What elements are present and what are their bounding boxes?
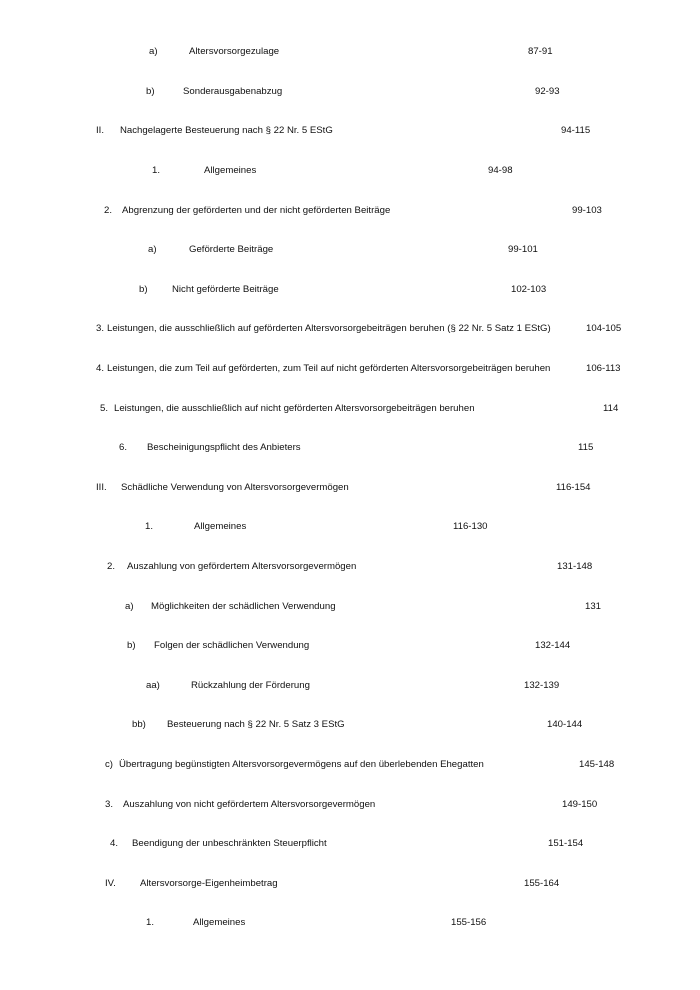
toc-entry: [0, 322, 700, 336]
toc-entry-title: Sonderausgabenabzug: [183, 86, 283, 97]
toc-entry-marker: a): [149, 46, 158, 57]
toc-entry-pages: 99-101: [508, 244, 538, 255]
toc-entry-title: Bescheinigungspflicht des Anbieters: [147, 442, 301, 453]
toc-entry: [0, 204, 700, 218]
toc-entry-pages: 116-154: [556, 482, 591, 493]
toc-entry-pages: 115: [578, 442, 594, 453]
toc-entry-title: Auszahlung von nicht gefördertem Altersvorsorgevermögen: [123, 799, 376, 810]
toc-entry-pages: 140-144: [547, 719, 583, 730]
toc-entry-title: Schädliche Verwendung von Altersvorsorgevermögen: [121, 482, 349, 493]
toc-entry-marker: 1.: [145, 521, 154, 532]
toc-entry-pages: 132-144: [535, 640, 571, 651]
toc-entry-pages: 87-91: [528, 46, 553, 57]
toc-entry-title: Allgemeines: [204, 165, 257, 176]
toc-entry-marker: bb): [132, 719, 146, 730]
toc-entry-pages: 99-103: [572, 205, 602, 216]
toc-entry-pages: 131-148: [557, 561, 593, 572]
toc-entry-title: Folgen der schädlichen Verwendung: [154, 640, 310, 651]
toc-entry: [0, 758, 700, 772]
toc-entry-title: Abgrenzung der geförderten und der nicht geförderten Beiträge: [122, 205, 391, 216]
toc-entry-title: Allgemeines: [193, 917, 246, 928]
toc-entry-pages: 155-156: [451, 917, 487, 928]
toc-entry-pages: 155-164: [524, 878, 560, 889]
toc-entry-title: Möglichkeiten der schädlichen Verwendung: [151, 601, 336, 612]
toc-entry: [0, 164, 700, 178]
toc-entry: [0, 798, 700, 812]
toc-entry-title: Nicht geförderte Beiträge: [172, 284, 279, 295]
toc-entry-title: Übertragung begünstigten Altersvorsorgevermögens auf den überlebenden Ehegatten: [119, 759, 484, 770]
toc-entry-marker: 4.: [110, 838, 119, 849]
toc-entry-pages: 92-93: [535, 86, 560, 97]
toc-entry-pages: 145-148: [579, 759, 615, 770]
toc-entry-pages: 132-139: [524, 680, 560, 691]
toc-entry: [0, 402, 700, 416]
toc-entry: [0, 481, 700, 495]
toc-entry-marker: 6.: [119, 442, 128, 453]
toc-entry-marker: a): [125, 601, 134, 612]
toc-entry-pages: 94-98: [488, 165, 513, 176]
toc-entry: [0, 124, 700, 138]
toc-entry: [0, 837, 700, 851]
toc-entry: [0, 916, 700, 930]
toc-entry-title: Rückzahlung der Förderung: [191, 680, 310, 691]
toc-entry-title: Altersvorsorgezulage: [189, 46, 280, 57]
toc-entry-pages: 114: [603, 403, 619, 414]
toc-entry: [0, 560, 700, 574]
toc-entry-pages: 116-130: [453, 521, 488, 532]
toc-entry: [0, 520, 700, 534]
toc-entry-pages: 131: [585, 601, 602, 612]
toc-entry: [0, 718, 700, 732]
toc-entry-marker: IV.: [105, 878, 116, 889]
toc-entry-pages: 106-113: [586, 363, 621, 374]
toc-entry-title: Beendigung der unbeschränkten Steuerpflicht: [132, 838, 327, 849]
toc-entry-pages: 102-103: [511, 284, 547, 295]
toc-entry-marker: II.: [96, 125, 104, 136]
toc-entry-pages: 94-115: [561, 125, 591, 136]
toc-entry-marker: c): [105, 759, 113, 770]
toc-entry-marker: 3.: [96, 323, 105, 334]
toc-entry: [0, 877, 700, 891]
toc-entry: [0, 283, 700, 297]
toc-entry-title: Leistungen, die zum Teil auf geförderten, zum Teil auf nicht geförderten Altersvorsorgebeiträgen beruhen: [107, 363, 551, 374]
toc-entry: [0, 441, 700, 455]
toc-entry-title: Altersvorsorge-Eigenheimbetrag: [140, 878, 278, 889]
toc-entry-marker: 2.: [104, 205, 113, 216]
toc-entry-title: Leistungen, die ausschließlich auf geförderten Altersvorsorgebeiträgen beruhen (§ 22 Nr. 5 Satz 1 EStG): [107, 323, 551, 334]
toc-entry-title: Allgemeines: [194, 521, 247, 532]
toc-entry-marker: 2.: [107, 561, 116, 572]
toc-entry-marker: III.: [96, 482, 107, 493]
toc-entry: [0, 85, 700, 99]
toc-entry-marker: 3.: [105, 799, 114, 810]
toc-entry-title: Besteuerung nach § 22 Nr. 5 Satz 3 EStG: [167, 719, 345, 730]
toc-entry: [0, 679, 700, 693]
toc-entry-marker: aa): [146, 680, 160, 691]
toc-entry-title: Nachgelagerte Besteuerung nach § 22 Nr. 5 EStG: [120, 125, 333, 136]
toc-entry: [0, 639, 700, 653]
toc-entry-marker: 4.: [96, 363, 105, 374]
toc-entry-pages: 151-154: [548, 838, 584, 849]
toc-entry-pages: 104-105: [586, 323, 622, 334]
toc-entry-marker: 1.: [146, 917, 155, 928]
toc-entry-title: Auszahlung von gefördertem Altersvorsorgevermögen: [127, 561, 357, 572]
toc-entry-marker: 5.: [100, 403, 109, 414]
toc-entry-marker: b): [139, 284, 148, 295]
toc-entry-title: Leistungen, die ausschließlich auf nicht geförderten Altersvorsorgebeiträgen beruhen: [114, 403, 475, 414]
toc-entry: [0, 243, 700, 257]
toc-entry-pages: 149-150: [562, 799, 598, 810]
toc-entry: [0, 45, 700, 59]
toc-entry-marker: b): [127, 640, 136, 651]
toc-entry-title: Geförderte Beiträge: [189, 244, 274, 255]
toc-entry-marker: a): [148, 244, 157, 255]
toc-entry-marker: 1.: [152, 165, 161, 176]
toc-entry-marker: b): [146, 86, 155, 97]
toc-entry: [0, 362, 700, 376]
toc-entry: [0, 600, 700, 614]
